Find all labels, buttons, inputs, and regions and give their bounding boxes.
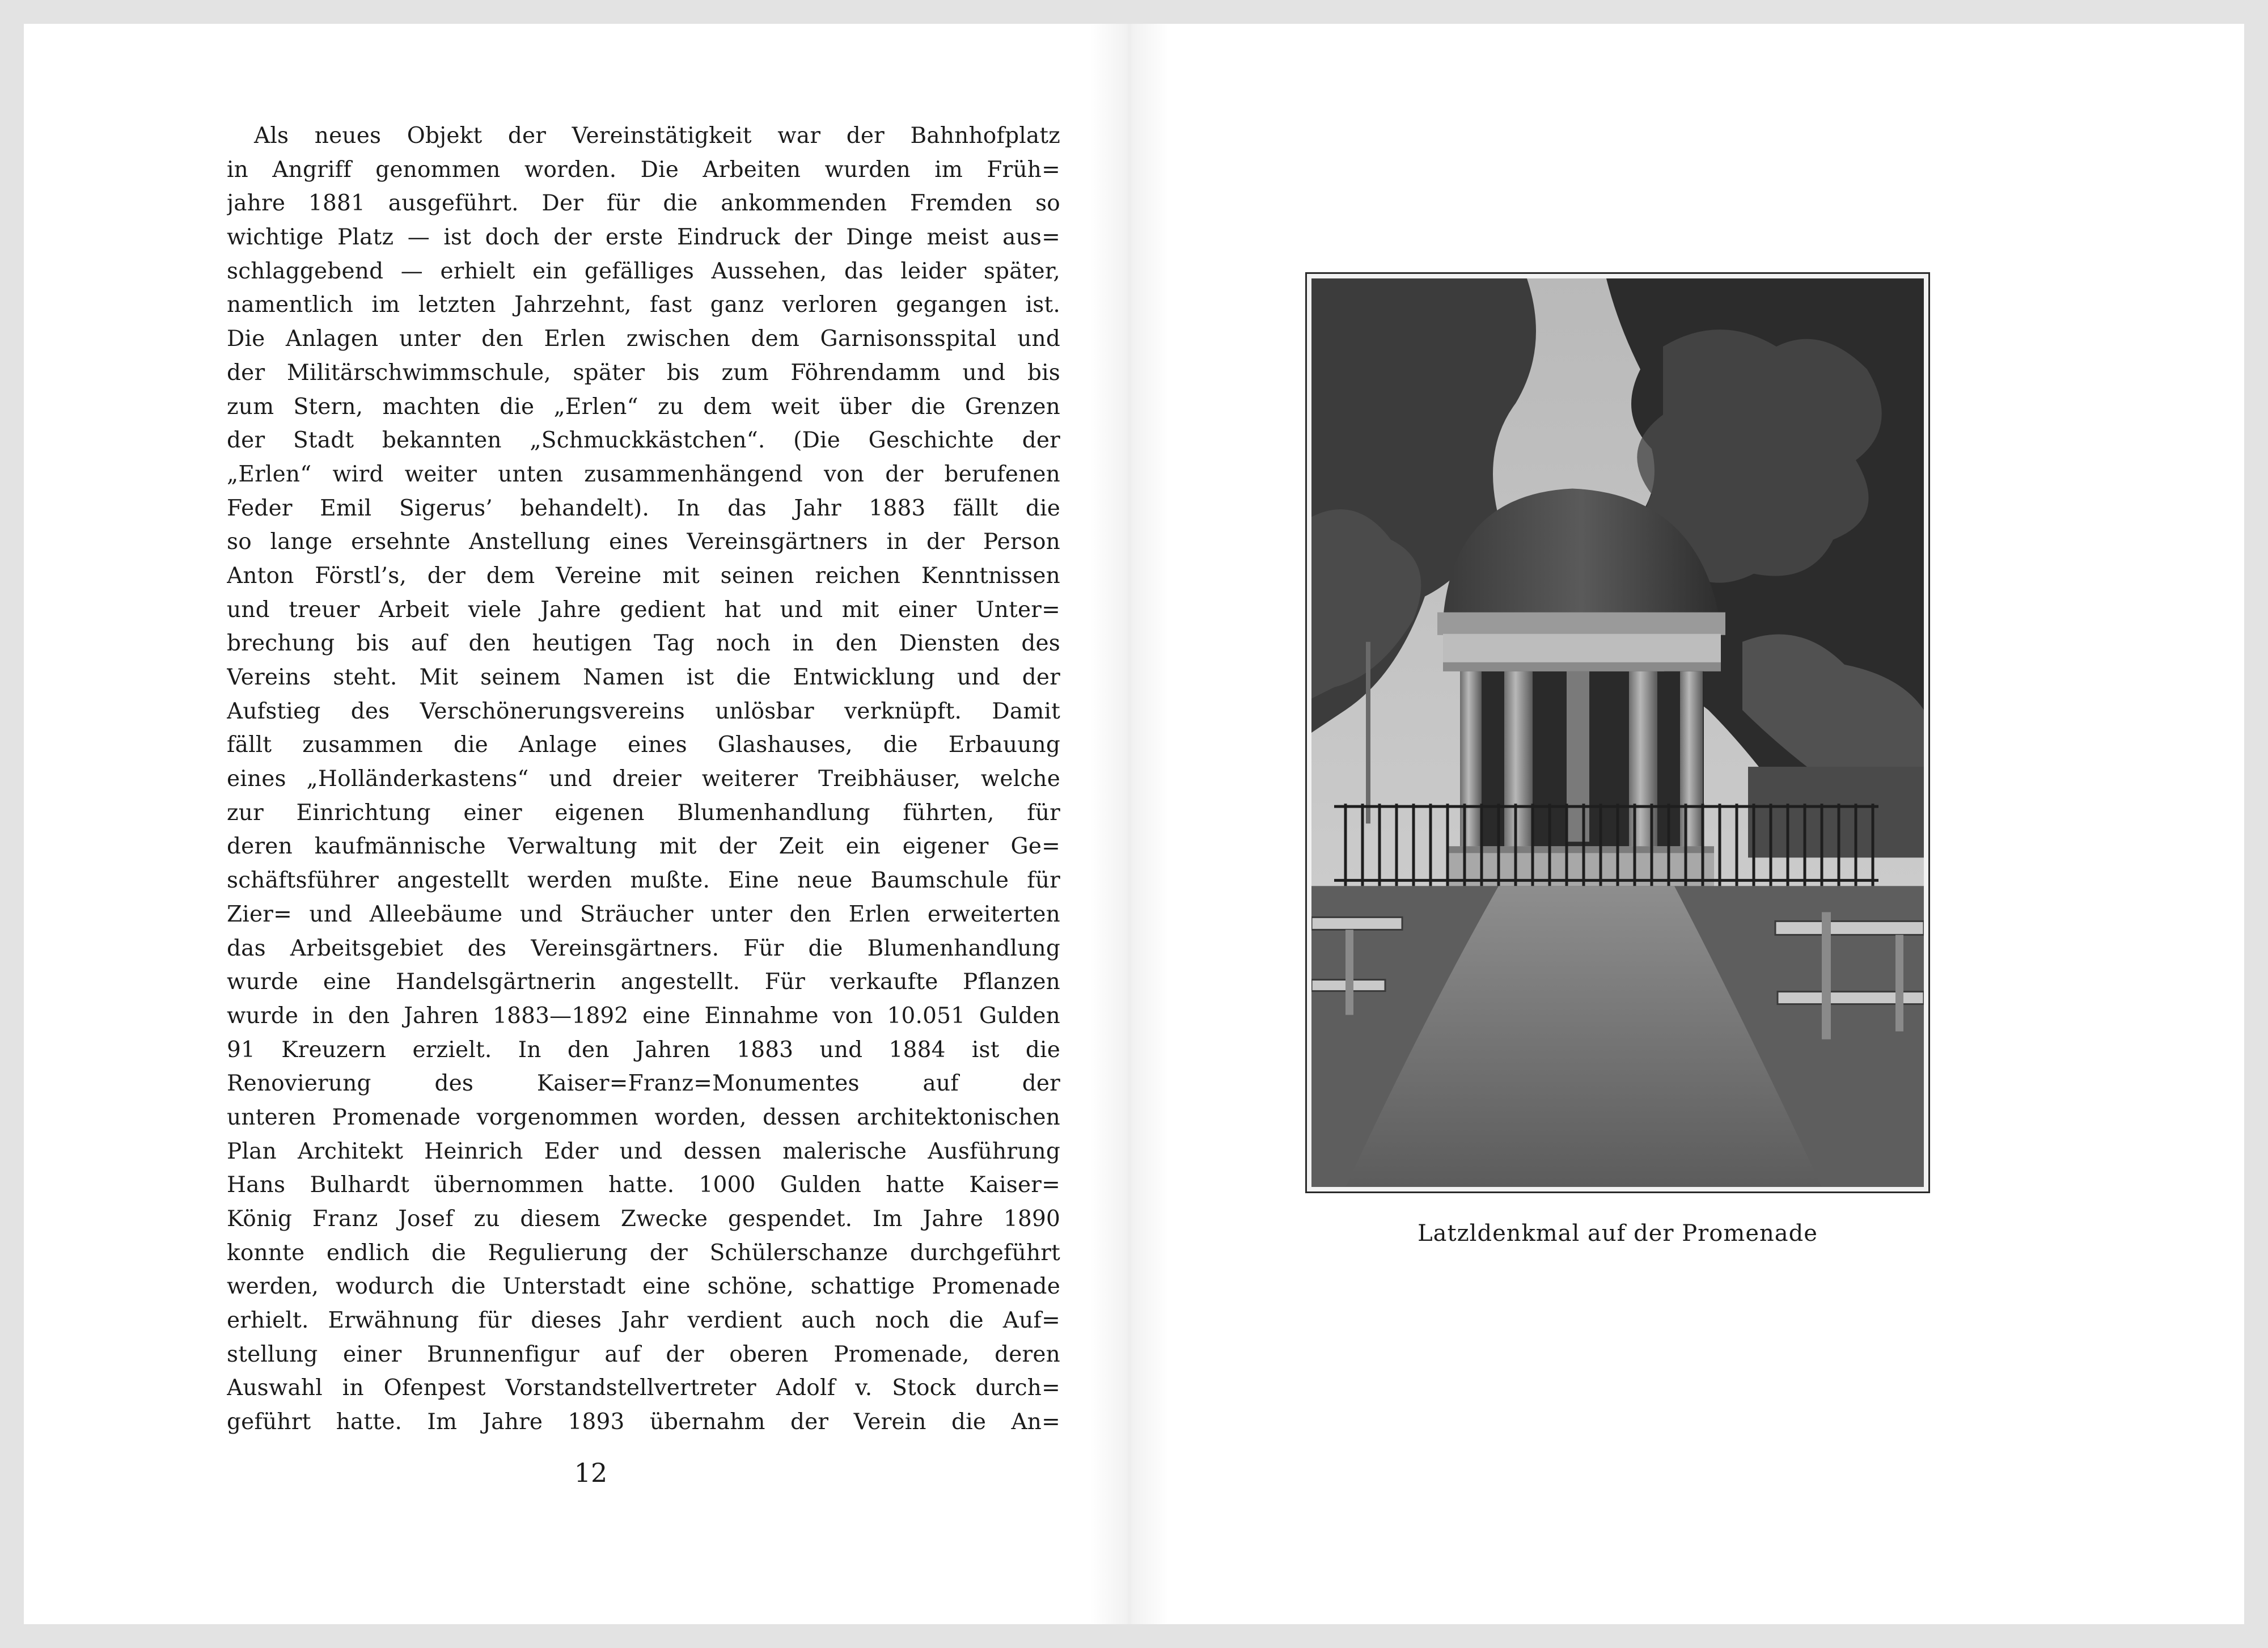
text-line: erhielt. Erwähnung für dieses Jahr verdient auch noch die Auf= — [227, 1308, 1060, 1334]
monument-photo — [1311, 278, 1924, 1187]
text-line: Renovierung des Kaiser=Franz=Monumentes auf der — [227, 1071, 1060, 1097]
text-line: Anton Förstl’s, der dem Vereine mit seinen reichen Kenntnissen — [227, 563, 1060, 589]
text-line: „Erlen“ wird weiter unten zusammenhängend von der berufenen — [227, 461, 1060, 487]
book-spread — [24, 24, 2244, 1624]
text-line: Vereins steht. Mit seinem Namen ist die Entwicklung und der — [227, 665, 1060, 690]
text-line: der Stadt bekannten „Schmuckkästchen“. (Die Geschichte der — [227, 428, 1060, 454]
text-line: der Militärschwimmschule, später bis zum Föhrendamm und bis — [227, 360, 1060, 386]
text-line: Aufstieg des Verschönerungsvereins unlösbar verknüpft. Damit — [227, 698, 1060, 724]
text-line: in Angriff genommen worden. Die Arbeiten wurden im Früh= — [227, 157, 1060, 183]
text-line: wichtige Platz — ist doch der erste Eindruck der Dinge meist aus= — [227, 225, 1060, 251]
text-line: unteren Promenade vorgenommen worden, dessen architektonischen — [227, 1104, 1060, 1130]
text-line: wurde eine Handelsgärtnerin angestellt. Für verkaufte Pflanzen — [227, 969, 1060, 995]
text-line: so lange ersehnte Anstellung eines Vereinsgärtners in der Person — [227, 529, 1060, 555]
text-line: das Arbeitsgebiet des Vereinsgärtners. Für die Blumenhandlung — [227, 935, 1060, 961]
text-line: namentlich im letzten Jahrzehnt, fast ganz verloren gegangen ist. — [227, 292, 1060, 318]
text-line: Feder Emil Sigerus’ behandelt). In das Jahr 1883 fällt die — [227, 495, 1060, 521]
text-line: und treuer Arbeit viele Jahre gedient hat und mit einer Unter= — [227, 597, 1060, 623]
text-line: deren kaufmännische Verwaltung mit der Zeit ein eigener Ge= — [227, 834, 1060, 860]
photo-frame — [1305, 272, 1930, 1193]
text-line: Die Anlagen unter den Erlen zwischen dem Garnisonsspital und — [227, 326, 1060, 352]
photo-caption: Latzldenkmal auf der Promenade — [1417, 1220, 1818, 1246]
text-line: Als neues Objekt der Vereinstätigkeit war der Bahnhofplatz — [254, 123, 1060, 149]
right-page — [1129, 24, 2244, 1624]
text-line: fällt zusammen die Anlage eines Glashauses, die Erbauung — [227, 732, 1060, 758]
text-line: zur Einrichtung einer eigenen Blumenhandlung führten, für — [227, 800, 1060, 826]
text-line: schlaggebend — erhielt ein gefälliges Aussehen, das leider später, — [227, 258, 1060, 284]
body-text — [227, 119, 1060, 1439]
text-line: wurde in den Jahren 1883—1892 eine Einnahme von 10.051 Gulden — [227, 1003, 1060, 1029]
left-page — [24, 24, 1129, 1624]
text-line: jahre 1881 ausgeführt. Der für die ankommenden Fremden so — [227, 191, 1060, 217]
text-line: brechung bis auf den heutigen Tag noch in den Diensten des — [227, 631, 1060, 657]
text-line: schäftsführer angestellt werden mußte. Eine neue Baumschule für — [227, 868, 1060, 894]
text-line: stellung einer Brunnenfigur auf der oberen Promenade, deren — [227, 1341, 1060, 1367]
text-line: Auswahl in Ofenpest Vorstandstellvertreter Adolf v. Stock durch= — [227, 1375, 1060, 1401]
text-line: werden, wodurch die Unterstadt eine schöne, schattige Promenade — [227, 1274, 1060, 1300]
text-line: geführt hatte. Im Jahre 1893 übernahm der Verein die An= — [227, 1409, 1060, 1435]
text-line: Plan Architekt Heinrich Eder und dessen malerische Ausführung — [227, 1138, 1060, 1164]
text-line: Zier= und Alleebäume und Sträucher unter den Erlen erweiterten — [227, 901, 1060, 927]
text-line: König Franz Josef zu diesem Zwecke gespendet. Im Jahre 1890 — [227, 1206, 1060, 1232]
text-line: zum Stern, machten die „Erlen“ zu dem weit über die Grenzen — [227, 394, 1060, 420]
page-number: 12 — [574, 1457, 608, 1488]
text-line: eines „Holländerkastens“ und dreier weiterer Treibhäuser, welche — [227, 766, 1060, 792]
text-line: 91 Kreuzern erzielt. In den Jahren 1883 und 1884 ist die — [227, 1037, 1060, 1063]
text-line: konnte endlich die Regulierung der Schülerschanze durchgeführt — [227, 1240, 1060, 1266]
text-line: Hans Bulhardt übernommen hatte. 1000 Gulden hatte Kaiser= — [227, 1172, 1060, 1198]
